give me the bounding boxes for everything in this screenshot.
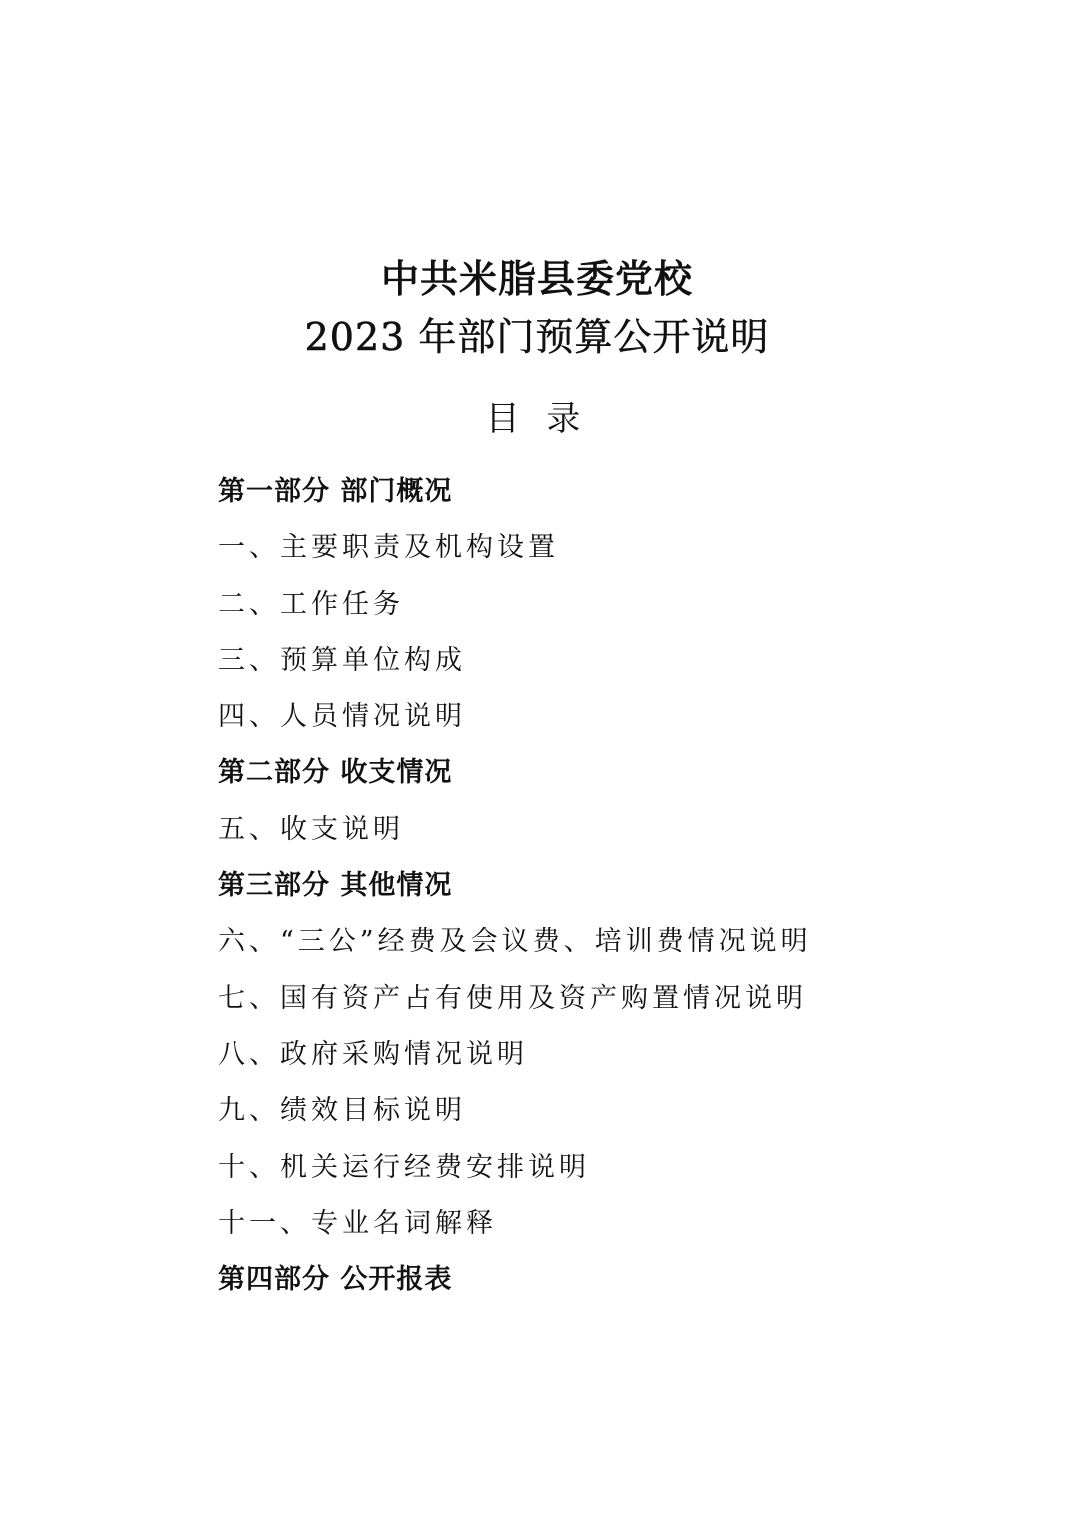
toc-part-4: 第四部分 公开报表: [218, 1264, 453, 1296]
toc-item-7: 七、国有资产占有使用及资产购置情况说明: [218, 982, 807, 1014]
toc-item-6: 六、“三公”经费及会议费、培训费情况说明: [218, 926, 812, 958]
toc-item-3: 三、预算单位构成: [218, 644, 466, 676]
toc-item-8: 八、政府采购情况说明: [218, 1038, 528, 1070]
toc-item-4: 四、人员情况说明: [218, 701, 466, 733]
toc-item-5: 五、收支说明: [218, 813, 404, 845]
toc-part-1: 第一部分 部门概况: [218, 476, 453, 507]
toc-part-2: 第二部分 收支情况: [218, 757, 453, 789]
toc-item-1: 一、主要职责及机构设置: [218, 532, 559, 564]
toc-part-3: 第三部分 其他情况: [218, 870, 453, 902]
document-title: 中共米脂县委党校: [380, 256, 693, 301]
toc-item-10: 十、机关运行经费安排说明: [218, 1151, 590, 1183]
document-subtitle: 2023 年部门预算公开说明: [304, 315, 770, 359]
toc-item-9: 九、绩效目标说明: [218, 1095, 466, 1127]
toc-heading: 目 录: [485, 399, 589, 439]
toc-item-11: 十一、专业名词解释: [218, 1207, 497, 1239]
toc-item-2: 二、工作任务: [218, 588, 404, 620]
table-of-contents: [218, 472, 978, 1316]
